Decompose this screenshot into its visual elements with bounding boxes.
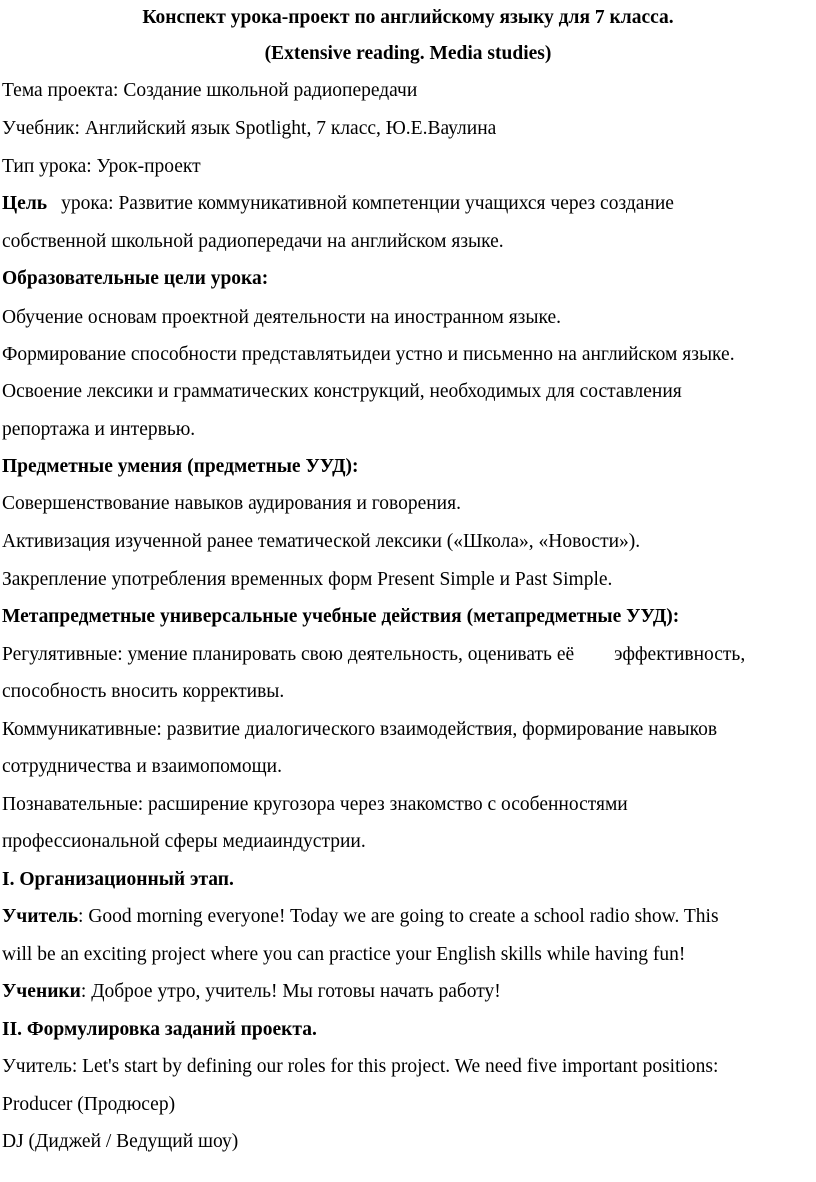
textbook-info: Учебник: Английский язык Spotlight, 7 класс, Ю.Е.Ваулина — [2, 118, 497, 139]
teacher-speech: : Good morning everyone! Today we are going to create a school radio show. This — [78, 906, 719, 927]
students-label: Ученики — [2, 981, 81, 1002]
stage2-teacher-line: Учитель: Let's start by defining our roles for this project. We need five important positions: — [2, 1056, 719, 1077]
stage1-teacher-speech-continued: will be an exciting project where you can practice your English skills while having fun! — [2, 944, 686, 965]
goal-text: урока: Развитие коммуникативной компетенции учащихся через создание — [61, 193, 674, 214]
communicative-skills: Коммуникативные: развитие диалогического взаимодействия, формирование навыков — [2, 719, 718, 740]
role-item: Producer (Продюсер) — [2, 1094, 176, 1115]
educational-goal-item-continued: репортажа и интервью. — [2, 419, 196, 440]
document-subtitle: (Extensive reading. Media studies) — [264, 43, 552, 64]
teacher-label: Учитель — [2, 906, 79, 927]
stage1-students-line — [2, 980, 501, 1004]
educational-goals-heading: Образовательные цели урока: — [2, 268, 269, 289]
stage2-heading: II. Формулировка заданий проекта. — [2, 1019, 317, 1040]
document-title: Конспект урока-проект по английскому языку для 7 класса. — [142, 7, 674, 28]
role-item: DJ (Диджей / Ведущий шоу) — [2, 1131, 239, 1152]
lesson-goal — [2, 192, 674, 216]
regulative-text: Регулятивные: умение планировать свою деятельность, оценивать её — [2, 644, 575, 665]
stage1-heading: I. Организационный этап. — [2, 869, 234, 890]
regulative-text-end: эффективность, — [614, 644, 746, 665]
project-topic: Тема проекта: Создание школьной радиопередачи — [2, 80, 418, 101]
communicative-skills-continued: сотрудничества и взаимопомощи. — [2, 756, 282, 777]
subject-skill-item: Совершенствование навыков аудирования и говорения. — [2, 493, 461, 514]
educational-goal-item: Обучение основам проектной деятельности на иностранном языке. — [2, 307, 561, 328]
students-speech: : Доброе утро, учитель! Мы готовы начать работу! — [80, 981, 501, 1002]
goal-text-continued: собственной школьной радиопередачи на английском языке. — [2, 231, 504, 252]
regulative-skills-continued: способность вносить коррективы. — [2, 681, 285, 702]
subject-skill-item: Закрепление употребления временных форм Present Simple и Past Simple. — [2, 569, 613, 590]
goal-label: Цель — [2, 193, 48, 214]
meta-subject-heading: Метапредметные универсальные учебные действия (метапредметные УУД): — [2, 606, 680, 627]
regulative-skills — [2, 643, 745, 667]
educational-goal-item: Освоение лексики и грамматических конструкций, необходимых для составления — [2, 381, 682, 402]
subject-skills-heading: Предметные умения (предметные УУД): — [2, 456, 359, 477]
cognitive-skills-continued: профессиональной сферы медиаиндустрии. — [2, 831, 366, 852]
cognitive-skills: Познавательные: расширение кругозора через знакомство с особенностями — [2, 794, 628, 815]
stage1-teacher-line — [2, 905, 719, 929]
subject-skill-item: Активизация изученной ранее тематической лексики («Школа», «Новости»). — [2, 531, 641, 552]
lesson-type: Тип урока: Урок-проект — [2, 156, 201, 177]
educational-goal-item: Формирование способности представлятьидеи устно и письменно на английском языке. — [2, 344, 735, 365]
